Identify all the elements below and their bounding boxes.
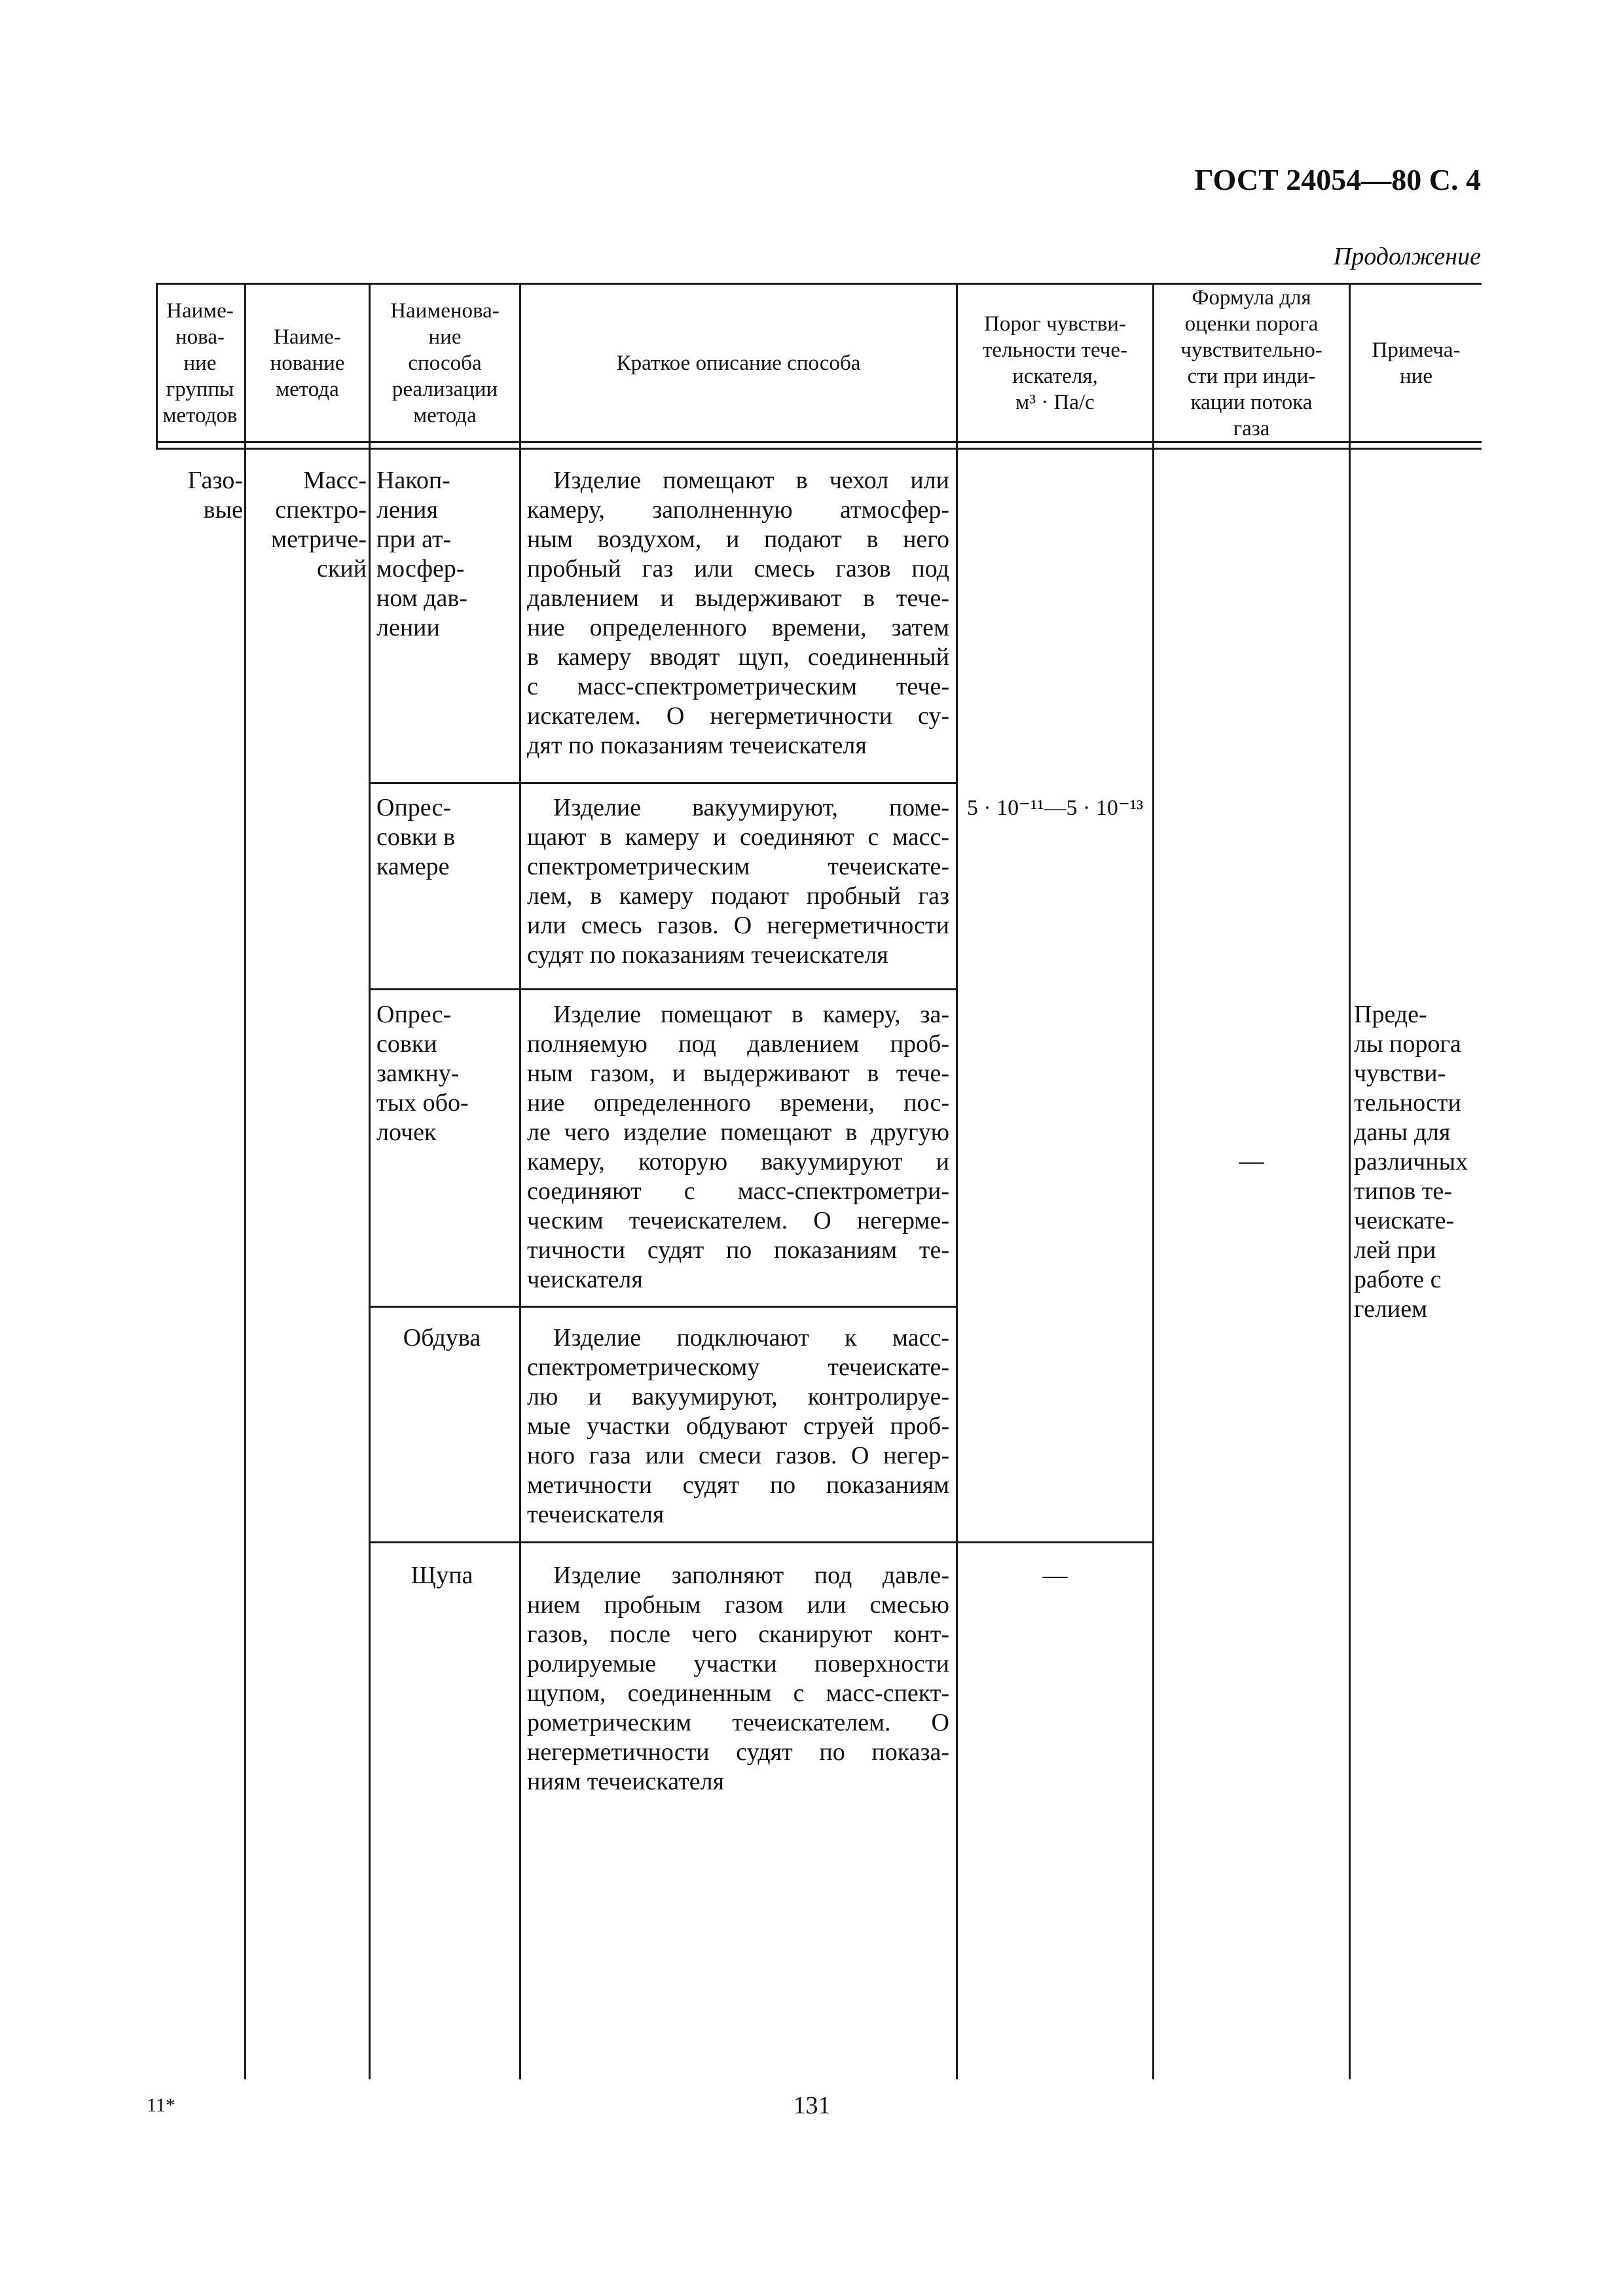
column-header-note: Примеча- ние: [1372, 338, 1461, 388]
method-cell: Масс- спектро- метриче- ский: [271, 467, 367, 583]
column-header-group: Наиме- нова- ние группы методов: [162, 299, 238, 427]
column-header-realization: Наименова- ние способа реализации метода: [390, 299, 500, 427]
column-header-method: Наиме- нование метода: [270, 325, 345, 401]
column-rule-6: [1349, 283, 1351, 2079]
footer-mark: 11*: [147, 2094, 175, 2116]
column-header-formula: Формула для оценки порога чувствительно- сти при инди- кации потока газа: [1180, 286, 1322, 440]
realization-name: Обдува: [403, 1324, 481, 1352]
header-bottom-rule-2: [156, 448, 1482, 450]
realization-name: Накоп- ления при ат- мосфер- ном дав- лении: [376, 467, 467, 641]
realization-name: Опрес- совки в камере: [376, 794, 456, 880]
note-cell: Преде- лы порога чувстви- тельности даны для различных типов те- чеискате- лей при работе с гелием: [1354, 1001, 1468, 1323]
group-cell: Газо- вые: [187, 467, 243, 524]
column-rule-5: [1152, 283, 1154, 2079]
continuation-label: Продолжение: [1333, 243, 1481, 270]
threshold-value: 5 · 10⁻¹¹—5 · 10⁻¹³: [966, 796, 1144, 820]
column-rule-2: [369, 283, 371, 2079]
document-title: ГОСТ 24054—80 С. 4: [1194, 163, 1481, 196]
column-rule-1: [244, 283, 246, 2079]
formula-dash: —: [1239, 1147, 1264, 1175]
method-description: Изделие помещают в чехол или камеру, заполненную атмосфер- ным воздухом, и подают в него пробный газ или смесь газов под давлением и выдерживают в тече- ние определенного времени, затем в камеру вводят щуп, соединенный с масс-спектрометрическим тече- искателем. О негерметичности су- дят по показаниям течеискателя: [527, 467, 949, 759]
page-number: 131: [793, 2092, 831, 2119]
column-header-description: Краткое описание способа: [616, 351, 861, 375]
realization-name: Опрес- совки замкну- тых обо- лочек: [376, 1001, 469, 1146]
row-separator-2: [369, 988, 958, 990]
row-separator-1: [369, 782, 958, 784]
realization-name: Щупа: [410, 1562, 473, 1589]
method-description: Изделие заполняют под давле- нием пробным газом или смесью газов, после чего сканируют конт- ролируемые участки поверхности щупом, соединенным с масс-спект- рометрическим течеискателем. О негерметичности судят по показа- ниям течеискателя: [527, 1562, 949, 1795]
row-separator-4: [369, 1541, 1154, 1543]
column-header-threshold: Порог чувстви- тельности тече- искателя, м³ · Па/с: [982, 312, 1128, 414]
column-rule-4: [956, 283, 958, 2079]
method-description: Изделие помещают в камеру, за- полняемую под давлением проб- ным газом, и выдерживают в тече- ние определенного времени, пос- ле чего изделие помещают в другую камеру, которую вакуумируют и соединяют с масс-спектрометри- ческим течеискателем. О негерме- тичности судят по показаниям те- чеискателя: [527, 1001, 949, 1293]
threshold-dash: —: [1042, 1562, 1068, 1589]
row-separator-3: [369, 1306, 958, 1308]
method-description: Изделие вакуумируют, поме- щают в камеру и соединяют с масс- спектрометрическим течеискате- лем, в камеру подают пробный газ или смесь газов. О негерметичности судят по показаниям течеискателя: [527, 794, 949, 969]
column-rule-3: [519, 283, 521, 2079]
method-description: Изделие подключают к масс- спектрометрическому течеискате- лю и вакуумируют, контролируе- мые участки обдувают струей проб- ного газа или смеси газов. О негер- метичности судят по показаниям течеискателя: [527, 1324, 949, 1528]
